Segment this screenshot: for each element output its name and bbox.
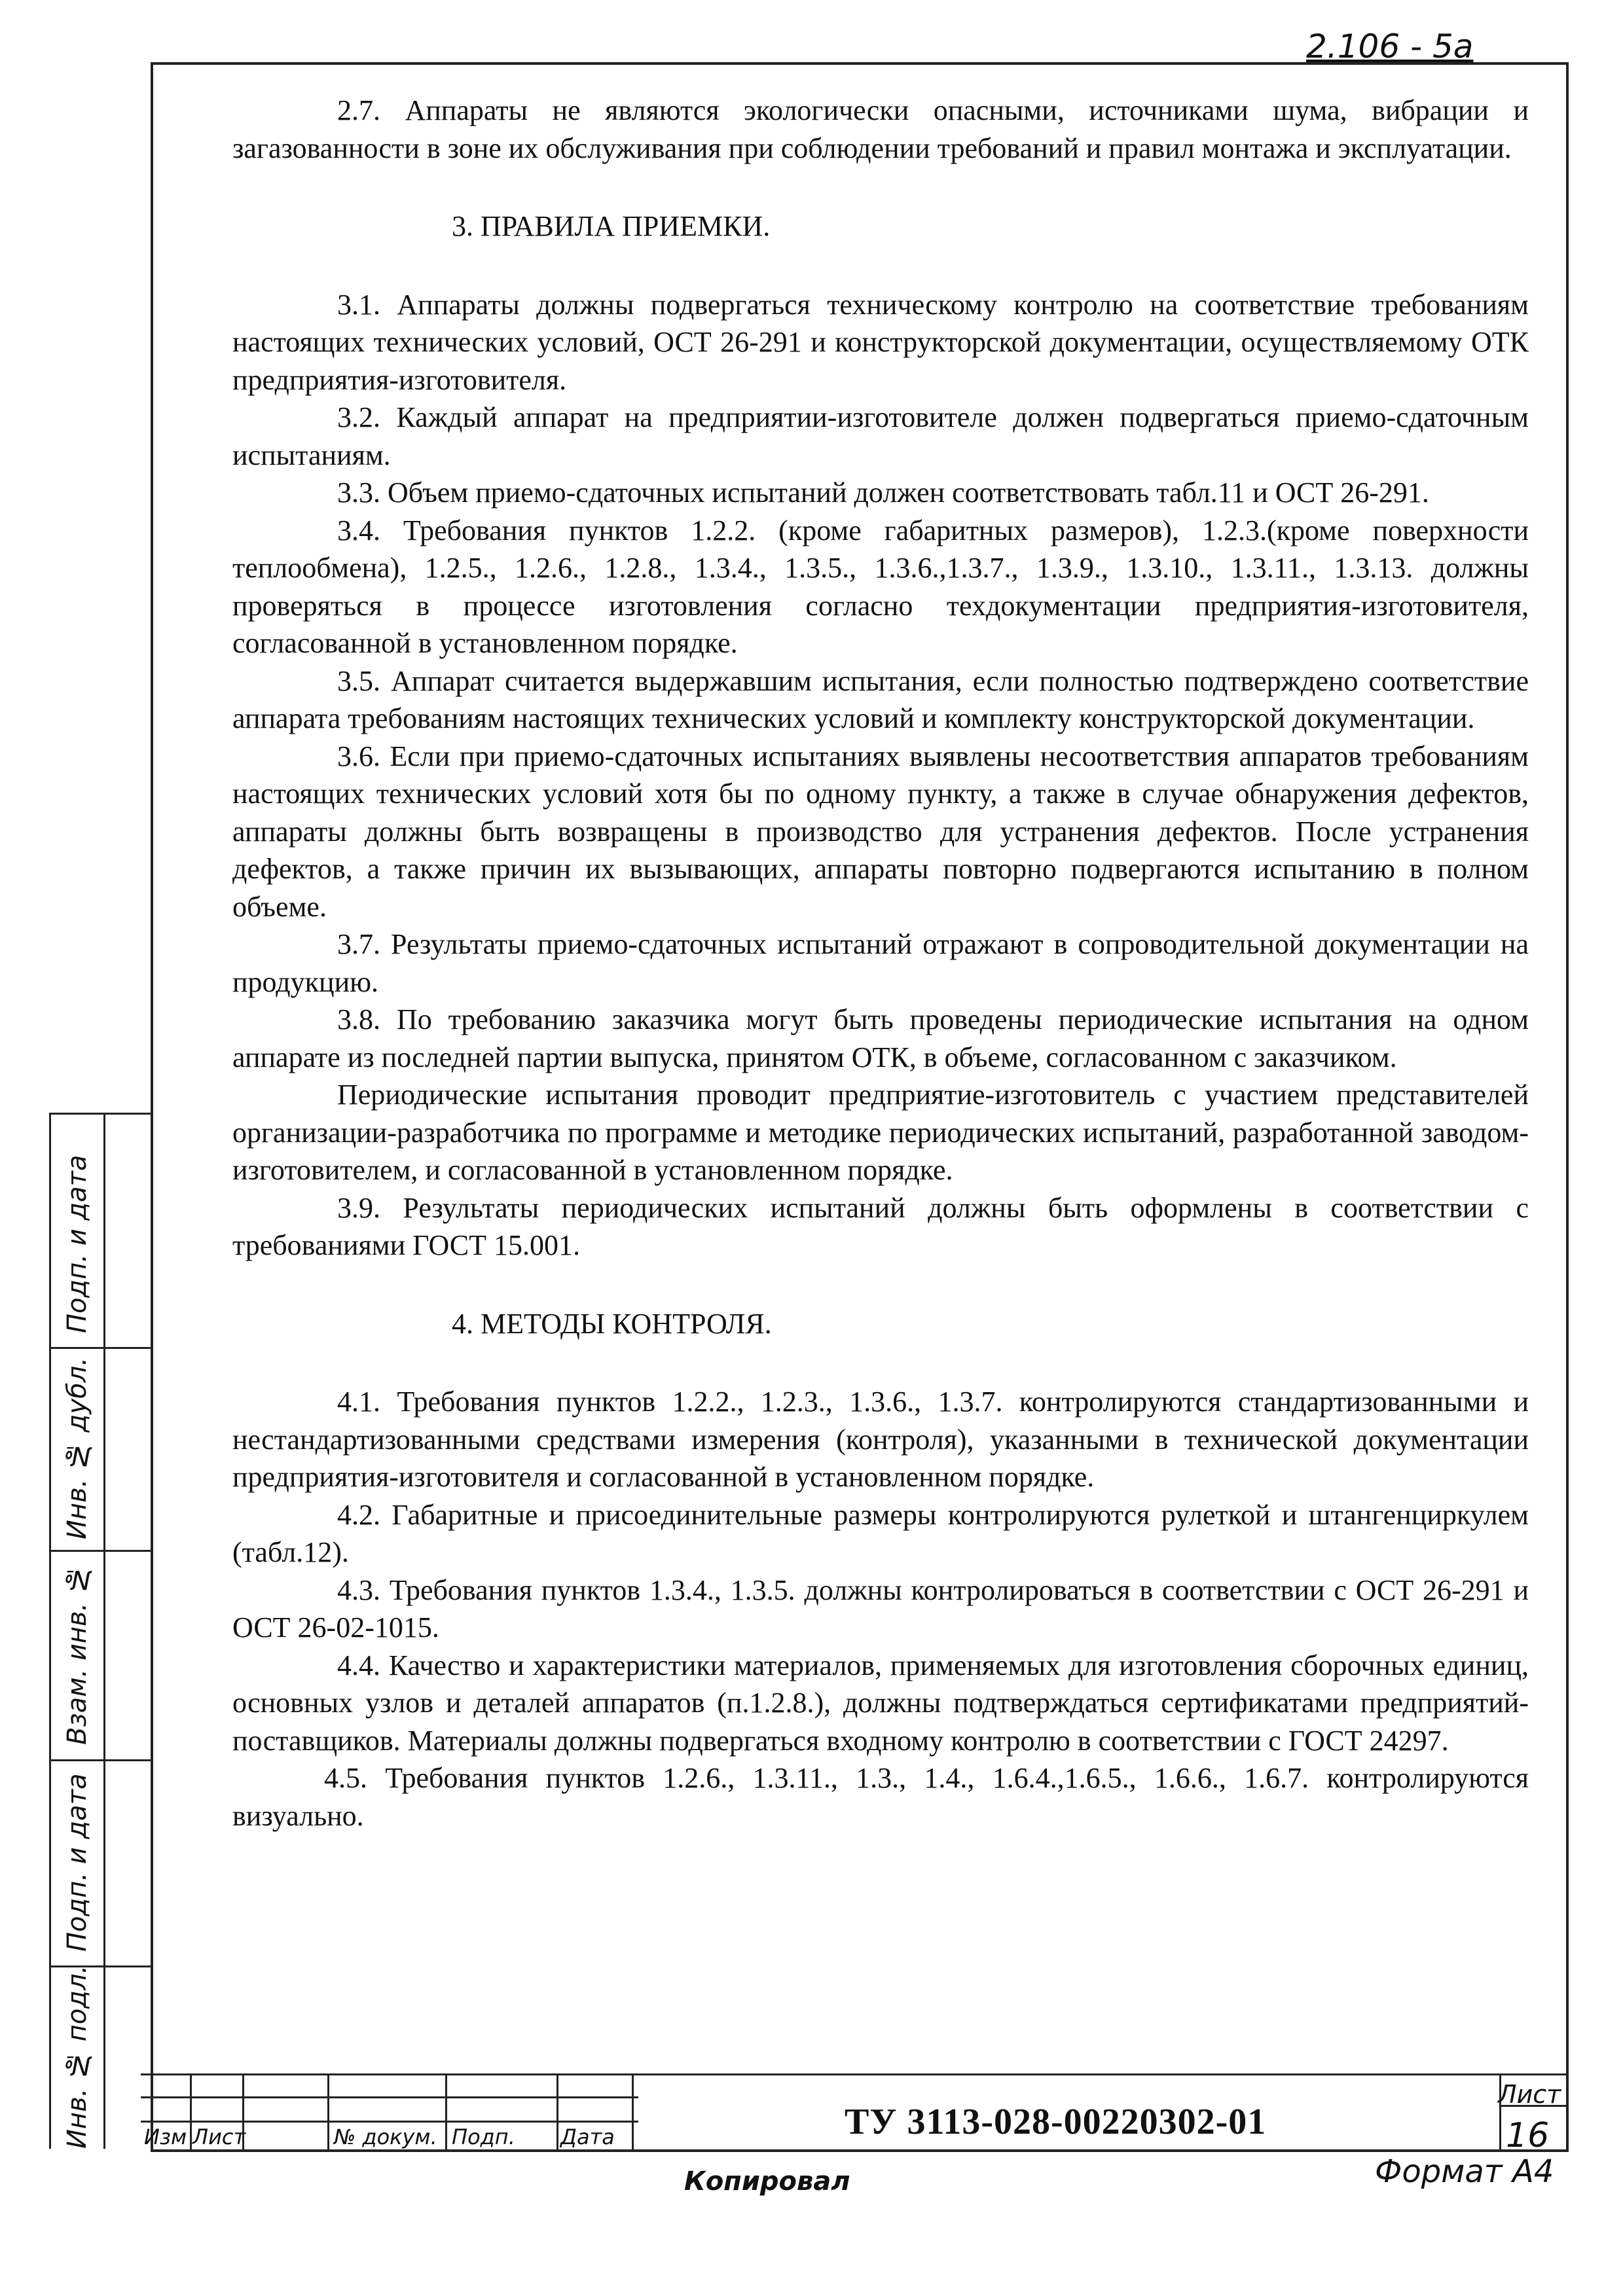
paragraph: 3.1. Аппараты должны подвергаться техническому контролю на соответствие требованиям настоящих технических условий, ОСТ 26-291 и конструкторской документации, осуществляемому ОТК предприятия-изготовителя. xyxy=(232,288,1529,396)
paragraph: 3.3. Объем приемо-сдаточных испытаний должен соответствовать табл.11 и ОСТ 26-291. xyxy=(337,476,1429,509)
paragraph: 4.3. Требования пунктов 1.3.4., 1.3.5. должны контролироваться в соответствии с ОСТ 26-291 и ОСТ 26-02-1015. xyxy=(232,1573,1529,1643)
title-block-line xyxy=(141,2096,638,2098)
paragraph: 3.7. Результаты приемо-сдаточных испытаний отражают в сопроводительной документации на продукцию. xyxy=(232,928,1529,998)
paragraph: 3.4. Требования пунктов 1.2.2. (кроме габаритных размеров), 1.2.3.(кроме поверхности теплообмена), 1.2.5., 1.2.6., 1.2.8., 1.3.4., 1.3.5., 1.3.6.,1.3.7., 1.3.9., 1.3.10., 1.3.11., 1.3.13. должны проверяться в процессе изготовления согласно техдокументации предприятия-изготовителя, согласованной в установленном порядке. xyxy=(232,514,1529,659)
paragraph: 3.9. Результаты периодических испытаний должны быть оформлены в соответствии с требованиями ГОСТ 15.001. xyxy=(232,1191,1529,1261)
title-block-line xyxy=(141,2121,638,2123)
title-block-col xyxy=(556,2073,558,2149)
side-label-inv-original: Инв. № подл. xyxy=(62,1965,92,2149)
side-label-sign-date: Подп. и дата xyxy=(62,1155,92,1333)
document-body xyxy=(232,92,1529,1835)
paragraph: 4.1. Требования пунктов 1.2.2., 1.2.3., 1.3.6., 1.3.7. контролируются стандартизованными и нестандартизованными средствами измерения (контроля), указанными в технической документации предприятия-изготовителя и согласованной в установленном порядке. xyxy=(232,1386,1529,1493)
document-code-handwritten: 2.106 - 5a xyxy=(1306,27,1474,65)
paragraph: 3.2. Каждый аппарат на предприятии-изготовителе должен подвергаться приемо-сдаточным испытаниям. xyxy=(232,401,1529,471)
paragraph: 4.5. Требования пунктов 1.2.6., 1.3.11., 1.3., 1.4., 1.6.4.,1.6.5., 1.6.6., 1.6.7. контролируются визуально. xyxy=(232,1762,1529,1832)
side-label-inv-dup: Инв. № дубл. xyxy=(62,1357,92,1540)
col-label-sheet: Лист xyxy=(192,2125,246,2149)
title-block-col xyxy=(190,2073,192,2149)
title-block-col xyxy=(327,2073,329,2149)
paragraph: 3.8. По требованию заказчика могут быть проведены периодические испытания на одном аппарате из последней партии выпуска, принятом ОТК, в объеме, согласованном с заказчиком. xyxy=(232,1003,1529,1073)
col-label-doc-no: № докум. xyxy=(334,2125,437,2149)
sheet-label: Лист xyxy=(1498,2080,1561,2109)
title-block-top-line xyxy=(141,2073,1566,2075)
copied-by-label: Копировал xyxy=(684,2166,850,2197)
paragraph: 2.7. Аппараты не являются экологически опасными, источниками шума, вибрации и загазованности в зоне их обслуживания при соблюдении требований и правил монтажа и эксплуатации. xyxy=(232,94,1529,164)
col-label-change: Изм xyxy=(144,2125,187,2149)
side-stamp-divider xyxy=(103,1115,105,2149)
paragraph: 3.6. Если при приемо-сдаточных испытаниях выявлены несоответствия аппаратов требованиям настоящих технических условий хотя бы по одному пункту, а также в случае обнаружения дефектов, аппараты должны быть возвращены в производство для устранения дефектов. После устранения дефектов, а также причин их вызывающих, аппараты повторно подвергаются испытанию в полном объеме. xyxy=(232,740,1529,923)
sheet-number: 16 xyxy=(1506,2116,1550,2155)
col-label-signature: Подп. xyxy=(452,2125,515,2149)
format-label: Формат А4 xyxy=(1375,2153,1554,2190)
side-label-replace-inv: Взам. инв. № xyxy=(62,1564,92,1745)
paragraph: Периодические испытания проводит предприятие-изготовитель с участием представителей организации-разработчика по программе и методике периодических испытаний, разработанной заводом-изготовителем, и согласованной в установленном порядке. xyxy=(232,1079,1529,1186)
title-block-col xyxy=(445,2073,447,2149)
paragraph: 3.5. Аппарат считается выдержавшим испытания, если полностью подтверждено соответствие аппарата требованиям настоящих технических условий и комплекту конструкторской документации. xyxy=(232,664,1529,734)
col-label-date: Дата xyxy=(560,2125,615,2149)
section-heading: 3. ПРАВИЛА ПРИЕМКИ. xyxy=(452,210,771,242)
document-designation: ТУ 3113-028-00220302-01 xyxy=(845,2102,1267,2142)
paragraph: 4.2. Габаритные и присоединительные размеры контролируются рулеткой и штангенциркулем (табл.12). xyxy=(232,1498,1529,1568)
title-block-col xyxy=(632,2073,634,2149)
side-stamp-column xyxy=(49,1113,153,2149)
section-heading: 4. МЕТОДЫ КОНТРОЛЯ. xyxy=(452,1307,772,1340)
side-label-sign-date-2: Подп. и дата xyxy=(62,1773,92,1952)
paragraph: 4.4. Качество и характеристики материалов, применяемых для изготовления сборочных единиц, основных узлов и деталей аппаратов (п.1.2.8.), должны подтверждаться сертификатами предприятий- поставщиков. Материалы должны подвергаться входному контролю в соответствии с ГОСТ 24297. xyxy=(232,1649,1529,1757)
